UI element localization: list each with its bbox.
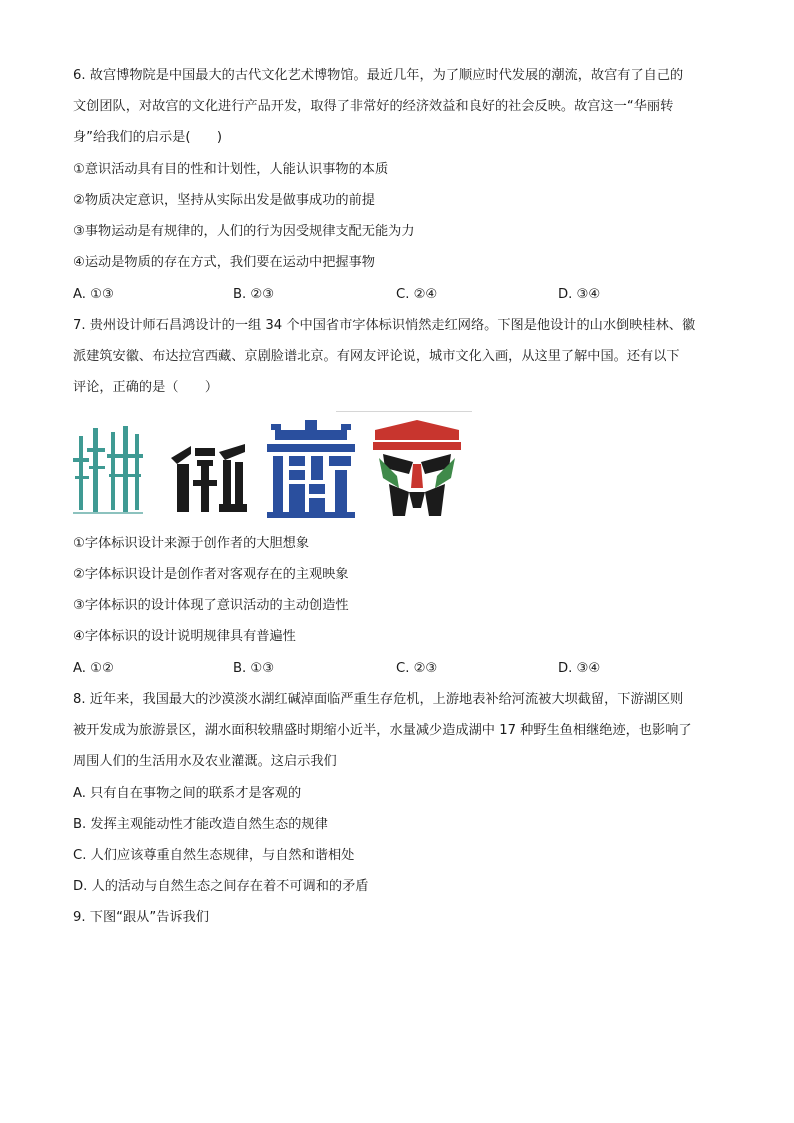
q6-option-c: C. ②④ [396,287,438,302]
q7-stem-line-3: 评论，正确的是（ ） [73,380,219,395]
q7-statement-1: ①字体标识设计来源于创作者的大胆想象 [73,536,310,551]
guilin-logo-icon [73,418,145,522]
q8-stem-line-3: 周围人们的生活用水及农业灌溉。这启示我们 [73,754,337,769]
q8-option-d: D. 人的活动与自然生态之间存在着不可调和的矛盾 [73,879,369,894]
xizang-logo-icon [265,418,357,522]
q6-statement-3: ③事物运动是有规律的，人们的行为因受规律支配无能为力 [73,224,415,239]
q6-option-a: A. ①③ [73,287,114,302]
q6-stem-line-3: 身”给我们的启示是( ) [73,130,222,145]
q9-stem: 9. 下图“跟从”告诉我们 [73,910,209,925]
q7-option-b: B. ①③ [233,661,275,676]
q8-option-b: B. 发挥主观能动性才能改造自然生态的规律 [73,817,328,832]
figure-top-rule [336,411,472,412]
province-logo-figure [73,418,473,522]
q6-option-d: D. ③④ [558,287,601,302]
q6-stem-line-2: 文创团队，对故宫的文化进行产品开发，取得了非常好的经济效益和良好的社会反映。故宫这一“华丽转 [73,99,674,114]
q7-option-d: D. ③④ [558,661,601,676]
q7-option-a: A. ①② [73,661,114,676]
q8-stem-line-2: 被开发成为旅游景区，湖水面积较鼎盛时期缩小近半，水量减少造成湖中 17 种野生鱼相继绝迹，也影响了 [73,723,692,738]
q8-stem-line-1: 8. 近年来，我国最大的沙漠淡水湖红碱淖面临严重生存危机，上游地表补给河流被大坝截留，下游湖区则 [73,692,684,707]
q6-option-b: B. ②③ [233,287,275,302]
beijing-logo-icon [369,418,465,522]
q8-option-c: C. 人们应该尊重自然生态规律，与自然和谐相处 [73,848,355,863]
q7-option-c: C. ②③ [396,661,438,676]
anhui-logo-icon [169,418,249,522]
q6-statement-4: ④运动是物质的存在方式，我们要在运动中把握事物 [73,255,375,270]
q8-option-a: A. 只有自在事物之间的联系才是客观的 [73,786,302,801]
q6-stem-line-1: 6. 故宫博物院是中国最大的古代文化艺术博物馆。最近几年，为了顺应时代发展的潮流，故宫有了自己的 [73,68,684,83]
q7-statement-2: ②字体标识设计是创作者对客观存在的主观映象 [73,567,349,582]
q7-statement-4: ④字体标识的设计说明规律具有普遍性 [73,629,296,644]
q7-stem-line-1: 7. 贵州设计师石昌鸿设计的一组 34 个中国省市字体标识悄然走红网络。下图是他设计的山水倒映桂林、徽 [73,318,696,333]
q6-statement-2: ②物质决定意识，坚持从实际出发是做事成功的前提 [73,193,375,208]
q7-stem-line-2: 派建筑安徽、布达拉宫西藏、京剧脸谱北京。有网友评论说，城市文化入画，从这里了解中国。还有以下 [73,349,680,364]
q6-statement-1: ①意识活动具有目的性和计划性，人能认识事物的本质 [73,162,389,177]
q7-statement-3: ③字体标识的设计体现了意识活动的主动创造性 [73,598,349,613]
